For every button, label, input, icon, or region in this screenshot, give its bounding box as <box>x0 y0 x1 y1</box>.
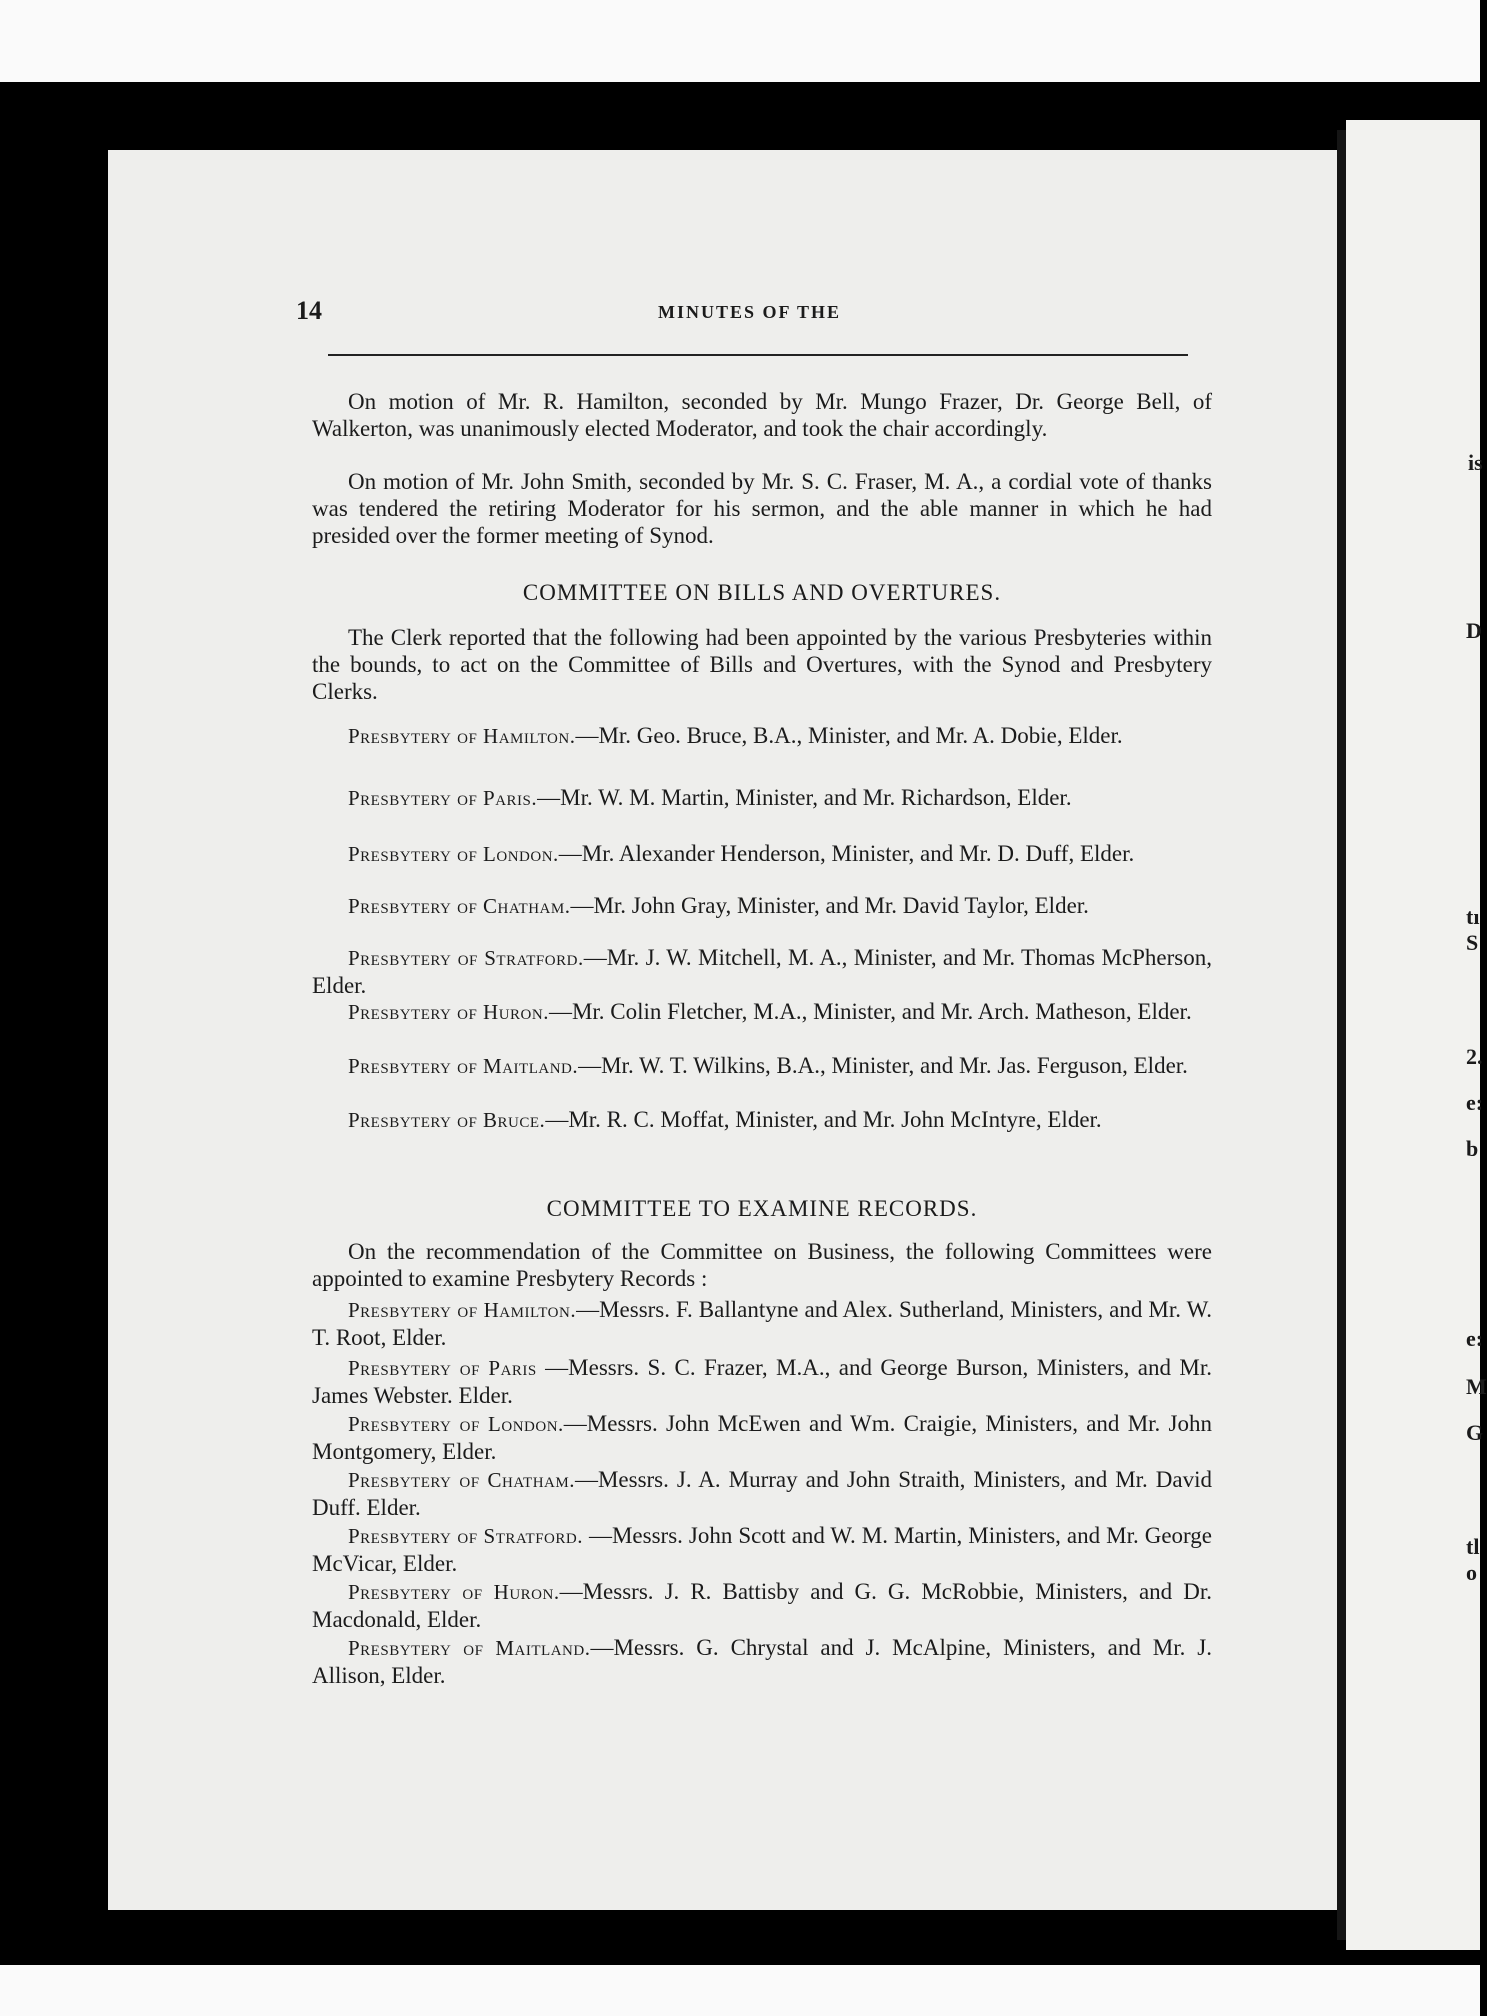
committee-members: —Messrs. S. C. Frazer, M.A., and George Burson, Ministers, and Mr. James Webster. Elder. <box>312 1355 1213 1408</box>
facing-page-fragment: S <box>1466 930 1479 955</box>
presbytery-name: Presbytery of Chatham. <box>348 1468 575 1492</box>
records-entry <box>312 1578 1212 1633</box>
presbytery-name: Presbytery of Maitland. <box>348 1054 579 1078</box>
facing-page <box>1346 120 1487 1950</box>
bills-entry <box>312 840 1212 868</box>
scan-border-bottom <box>0 1965 1480 2016</box>
committee-members: —Messrs. J. A. Murray and John Straith, Ministers, and Mr. David Duff. Elder. <box>312 1467 1212 1520</box>
presbytery-name: Presbytery of Stratford. <box>348 946 584 970</box>
bills-intro: The Clerk reported that the following had been appointed by the various Presbyteries within the bounds, to act on the Committee of Bills and Overtures, with the Synod and Presbytery Clerks. <box>312 625 1212 704</box>
book-spine <box>1337 130 1346 1940</box>
committee-members: —Mr. R. C. Moffat, Minister, and Mr. John McIntyre, Elder. <box>545 1107 1102 1132</box>
committee-members: —Messrs. John McEwen and Wm. Craigie, Ministers, and Mr. John Montgomery, Elder. <box>312 1411 1212 1464</box>
presbytery-name: Presbytery of Paris <box>348 1356 537 1380</box>
scan-border-top <box>0 0 1480 82</box>
committee-members: —Mr. W. M. Martin, Minister, and Mr. Richardson, Elder. <box>537 785 1072 810</box>
facing-page-fragment: M <box>1466 1374 1487 1399</box>
bills-entry <box>312 722 1212 750</box>
presbytery-name: Presbytery of Maitland. <box>348 1636 591 1660</box>
committee-members: —Mr. W. T. Wilkins, B.A., Minister, and Mr. Jas. Ferguson, Elder. <box>578 1053 1188 1078</box>
records-entry <box>312 1634 1212 1689</box>
bills-entry <box>312 998 1212 1026</box>
running-title: MINUTES OF THE <box>658 302 842 322</box>
records-entry <box>312 1410 1212 1465</box>
facing-page-fragment: is <box>1468 450 1483 475</box>
intro-paragraph: On motion of Mr. John Smith, seconded by Mr. S. C. Fraser, M. A., a cordial vote of thanks was tendered the retiring Moderator for his sermon, and the able manner in which he had presided over the former meeting of Synod. <box>312 469 1212 548</box>
facing-page-fragment: b <box>1466 1136 1479 1161</box>
committee-members: —Mr. Alexander Henderson, Minister, and Mr. D. Duff, Elder. <box>558 841 1135 866</box>
records-intro: On the recommendation of the Committee on Business, the following Committees were appointed to examine Presbytery Records : <box>312 1239 1212 1291</box>
presbytery-name: Presbytery of London. <box>348 842 559 866</box>
records-entry <box>312 1522 1212 1577</box>
page-header <box>296 296 1192 330</box>
section-heading-bills: COMMITTEE ON BILLS AND OVERTURES. <box>522 580 1002 605</box>
presbytery-name: Presbytery of Hamilton. <box>348 1298 577 1322</box>
presbytery-name: Presbytery of Stratford. <box>348 1524 583 1548</box>
presbytery-name: Presbytery of Huron. <box>348 1580 560 1604</box>
facing-page-fragment: e: <box>1466 1090 1484 1115</box>
committee-members: —Mr. Geo. Bruce, B.A., Minister, and Mr. A. Dobie, Elder. <box>575 723 1123 748</box>
presbytery-name: Presbytery of Bruce. <box>348 1108 546 1132</box>
bills-entry <box>312 892 1212 920</box>
facing-page-fragment: D <box>1466 618 1482 643</box>
records-entry <box>312 1296 1212 1351</box>
presbytery-name: Presbytery of Huron. <box>348 1000 549 1024</box>
bills-entry <box>312 944 1212 999</box>
intro-paragraph: On motion of Mr. R. Hamilton, seconded by Mr. Mungo Frazer, Dr. George Bell, of Walkerton, was unanimously elected Moderator, and took the chair accordingly. <box>312 389 1212 441</box>
facing-page-fragment: e: <box>1466 1326 1484 1351</box>
presbytery-name: Presbytery of Chatham. <box>348 894 571 918</box>
facing-page-fragment: tı <box>1466 904 1480 929</box>
header-rule <box>328 354 1188 356</box>
bills-entry <box>312 1106 1212 1134</box>
records-entry <box>312 1354 1212 1409</box>
committee-members: —Mr. John Gray, Minister, and Mr. David Taylor, Elder. <box>570 893 1089 918</box>
page-number: 14 <box>296 296 322 325</box>
committee-members: —Messrs. G. Chrystal and J. McAlpine, Ministers, and Mr. J. Allison, Elder. <box>312 1635 1213 1688</box>
committee-members: —Messrs. F. Ballantyne and Alex. Sutherland, Ministers, and Mr. W. T. Root, Elder. <box>312 1297 1212 1350</box>
records-entry <box>312 1466 1212 1521</box>
presbytery-name: Presbytery of Paris. <box>348 786 538 810</box>
presbytery-name: Presbytery of Hamilton. <box>348 724 576 748</box>
committee-members: —Mr. J. W. Mitchell, M. A., Minister, and Mr. Thomas McPherson, Elder. <box>312 945 1212 998</box>
committee-members: —Messrs. J. R. Battisby and G. G. McRobbie, Ministers, and Dr. Macdonald, Elder. <box>312 1579 1212 1632</box>
facing-page-fragment: o <box>1466 1560 1477 1585</box>
committee-members: —Mr. Colin Fletcher, M.A., Minister, and Mr. Arch. Matheson, Elder. <box>548 999 1192 1024</box>
facing-page-fragment: 2. <box>1466 1044 1483 1069</box>
committee-members: —Messrs. John Scott and W. M. Martin, Ministers, and Mr. George McVicar, Elder. <box>312 1523 1212 1576</box>
section-heading-records: COMMITTEE TO EXAMINE RECORDS. <box>546 1196 978 1221</box>
presbytery-name: Presbytery of London. <box>348 1412 564 1436</box>
bills-entry <box>312 1052 1212 1080</box>
facing-page-fragment: G <box>1466 1420 1484 1445</box>
facing-page-fragment: tl <box>1466 1534 1480 1559</box>
bills-entry <box>312 784 1212 812</box>
